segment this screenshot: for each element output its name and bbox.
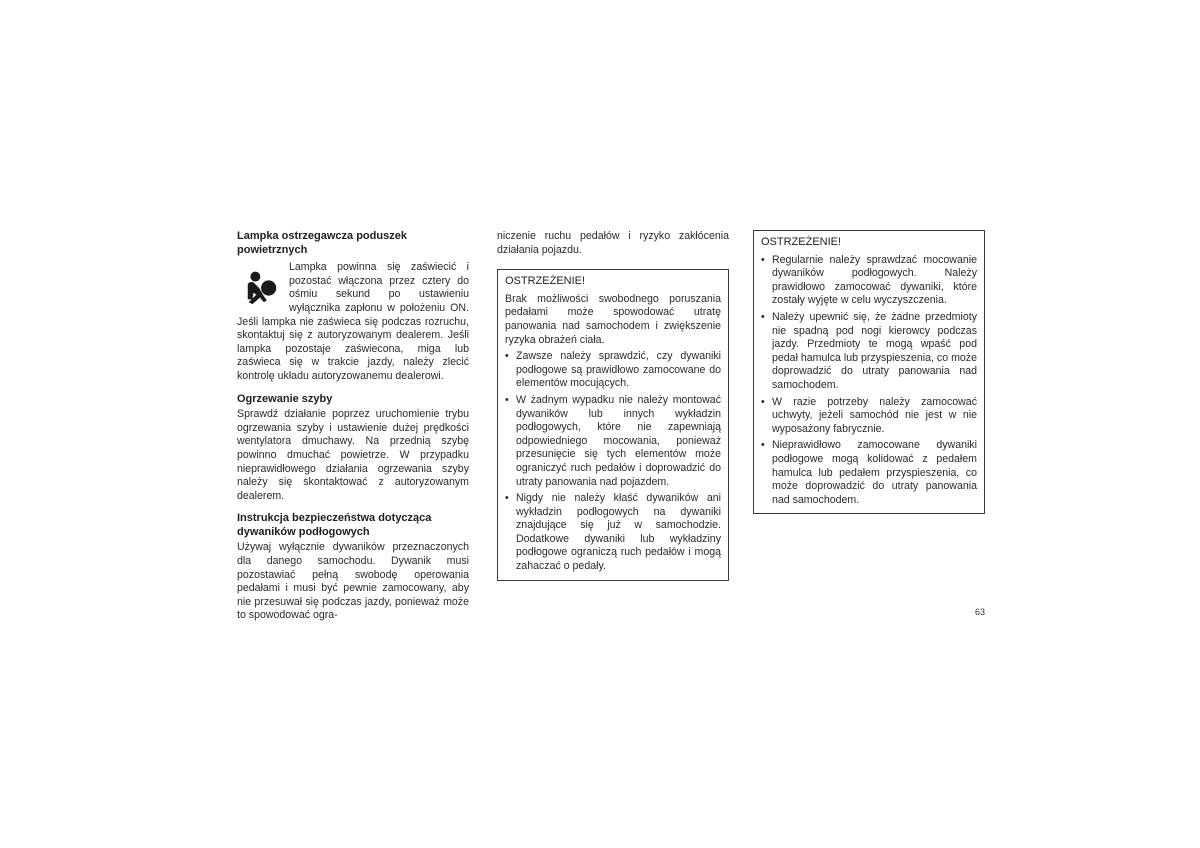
continuation-paragraph: niczenie ruchu pedałów i ryzyko zakłócenia działania pojazdu.	[497, 230, 729, 256]
warning-box-2	[753, 230, 985, 514]
windshield-heating-paragraph: Sprawdź działanie poprzez uruchomienie trybu ogrzewania szyby i ustawienie dużej prędkości wentylatora dmuchawy. Na przednią szybę powinno dmuchać powietrze. W przypadku nieprawidłowego działania ogrzewania szyby należy się skontaktować z autoryzowanym dealerem.	[237, 408, 469, 502]
airbag-lamp-paragraph: Lampka powinna się zaświecić i pozostać włączona przez cztery do ośmiu sekund po ustawieniu wyłącznika zapłonu w położeniu ON. Jeśli lampka nie zaświeca się podczas rozruchu, skontaktuj się z autoryzowanym dealerem. Jeśli lampka pozostaje zaświecona, miga lub zaświeca się w trakcie jazdy, należy zlecić kontrolę układu autoryzowanemu dealerowi.	[237, 261, 469, 382]
heading-windshield-heating: Ogrzewanie szyby	[237, 392, 333, 405]
warning-box-1	[497, 269, 729, 580]
warning-list	[505, 350, 721, 574]
airbag-paragraph-block	[237, 261, 469, 383]
left-column	[237, 230, 469, 623]
list-item: • Nieprawidłowo zamocowane dywaniki podłogowe mogą kolidować z pedałem hamulca lub pedałem przyspieszenia, co może doprowadzić do utraty panowania nad samochodem.	[761, 439, 977, 507]
list-item: • Nigdy nie należy kłaść dywaników ani wykładzin podłogowych na dywaniki znajdujące się już w samochodzie. Dodatkowe dywaniki lub wykładziny podłogowe ograniczą ruch pedałów i mogą zahaczać o pedały.	[505, 492, 721, 574]
warning-intro: Brak możliwości swobodnego poruszania pedałami może spowodować utratę panowania nad samochodem i zwiększenie ryzyka obrażeń ciała.	[505, 292, 721, 346]
warning-title: OSTRZEŻENIE!	[505, 275, 586, 288]
warning-list	[761, 254, 977, 508]
list-item: • W żadnym wypadku nie należy montować dywaników lub innych wykładzin podłogowych, które nie zapewniają odpowiedniego mocowania, ponieważ przesunięcie się tych elementów może ograniczyć ruch pedałów i doprowadzić do utraty panowania nad pojazdem.	[505, 394, 721, 489]
warning-title: OSTRZEŻENIE!	[761, 236, 842, 248]
right-column	[753, 230, 985, 514]
page-number: 63	[975, 607, 986, 617]
airbag-warning-icon	[243, 269, 283, 307]
middle-column	[497, 230, 729, 581]
floor-mat-paragraph: Używaj wyłącznie dywaników przeznaczonych dla danego samochodu. Dywanik musi pozostawiać pełną swobodę operowania pedałami i musi być pewnie zamocowany, aby nie przesuwał się podczas jazdy, ponieważ może to spowodować ogra-	[237, 541, 469, 622]
list-item: • Należy upewnić się, że żadne przedmioty nie spadną pod nogi kierowcy podczas jazdy. Przedmioty te mogą wpaść pod pedał hamulca lub przyspieszenia, co może doprowadzić do utraty panowania nad samochodem.	[761, 311, 977, 393]
list-item: • Regularnie należy sprawdzać mocowanie dywaników podłogowych. Należy prawidłowo zamocować dywaniki, które zostały wyjęte w celu wyczyszczenia.	[761, 254, 977, 308]
heading-floor-mat-safety: Instrukcja bezpieczeństwa dotycząca dywaników podłogowych	[237, 512, 432, 538]
list-item: • W razie potrzeby należy zamocować uchwyty, jeżeli samochód nie jest w nie wyposażony fabrycznie.	[761, 396, 977, 437]
heading-airbag-warning-lamp: Lampka ostrzegawcza poduszek powietrznych	[237, 230, 407, 256]
list-item: • Zawsze należy sprawdzić, czy dywaniki podłogowe są prawidłowo zamocowane do elementów mocujących.	[505, 350, 721, 391]
